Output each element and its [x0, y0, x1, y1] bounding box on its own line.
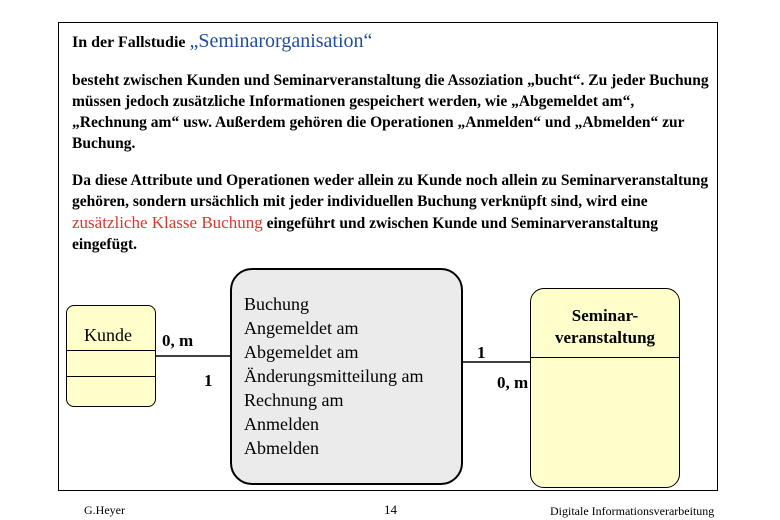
paragraph-1: besteht zwischen Kunden und Seminarveranstaltung die Assoziation „bucht“. Zu jeder Buchung müssen jedoch zusätzliche Informationen gespeichert werden, wie „Abgemeldet am“, „Rechnung am“ usw. Außerdem gehören die Operationen „Anmelden“ und „Abmelden“ zur Buchung.: [72, 72, 709, 152]
buchung-operation: Abmelden: [244, 438, 319, 458]
paragraph-2-end: eingeführt und zwischen Kunde und Seminarveranstaltung eingefügt.: [72, 215, 659, 253]
buchung-name: Buchung: [244, 294, 309, 314]
buchung-attribute: Angemeldet am: [244, 318, 359, 338]
buchung-member-list: [244, 292, 423, 460]
buchung-attribute: Abgemeldet am: [244, 342, 359, 362]
buchung-operation: Anmelden: [244, 414, 319, 434]
multiplicity-buchung-left: 1: [204, 371, 213, 390]
title-lead: In der Fallstudie: [72, 34, 190, 51]
class-kunde-box: [66, 305, 156, 407]
paragraph-2-highlight: zusätzliche Klasse Buchung: [72, 213, 263, 232]
class-kunde-label: Kunde: [84, 325, 132, 345]
seminar-divider: [531, 357, 679, 358]
title-topic: „Seminarorganisation“: [189, 30, 373, 52]
buchung-attribute: Änderungsmitteilung am: [244, 366, 424, 386]
class-seminar-label: [530, 305, 680, 349]
footer-course: Digitale Informationsverarbeitung: [550, 504, 715, 518]
multiplicity-seminar-side: 0, m: [497, 373, 529, 392]
multiplicity-buchung-right: 1: [477, 343, 486, 362]
paragraph-2-start: Da diese Attribute und Operationen weder allein zu Kunde noch allein zu Seminarveranstaltung gehören, sondern ursächlich mit jeder individuellen Buchung verknüpft sind, wird eine: [72, 172, 709, 210]
seminar-label-line1: Seminar-: [571, 306, 639, 325]
seminar-label-line2: veranstaltung: [554, 328, 656, 347]
kunde-divider-2: [67, 376, 155, 377]
footer-page-number: 14: [384, 502, 397, 517]
footer-author: G.Heyer: [84, 503, 125, 517]
buchung-attribute: Rechnung am: [244, 390, 344, 410]
multiplicity-kunde-side: 0, m: [162, 331, 194, 350]
kunde-divider-1: [67, 350, 155, 351]
